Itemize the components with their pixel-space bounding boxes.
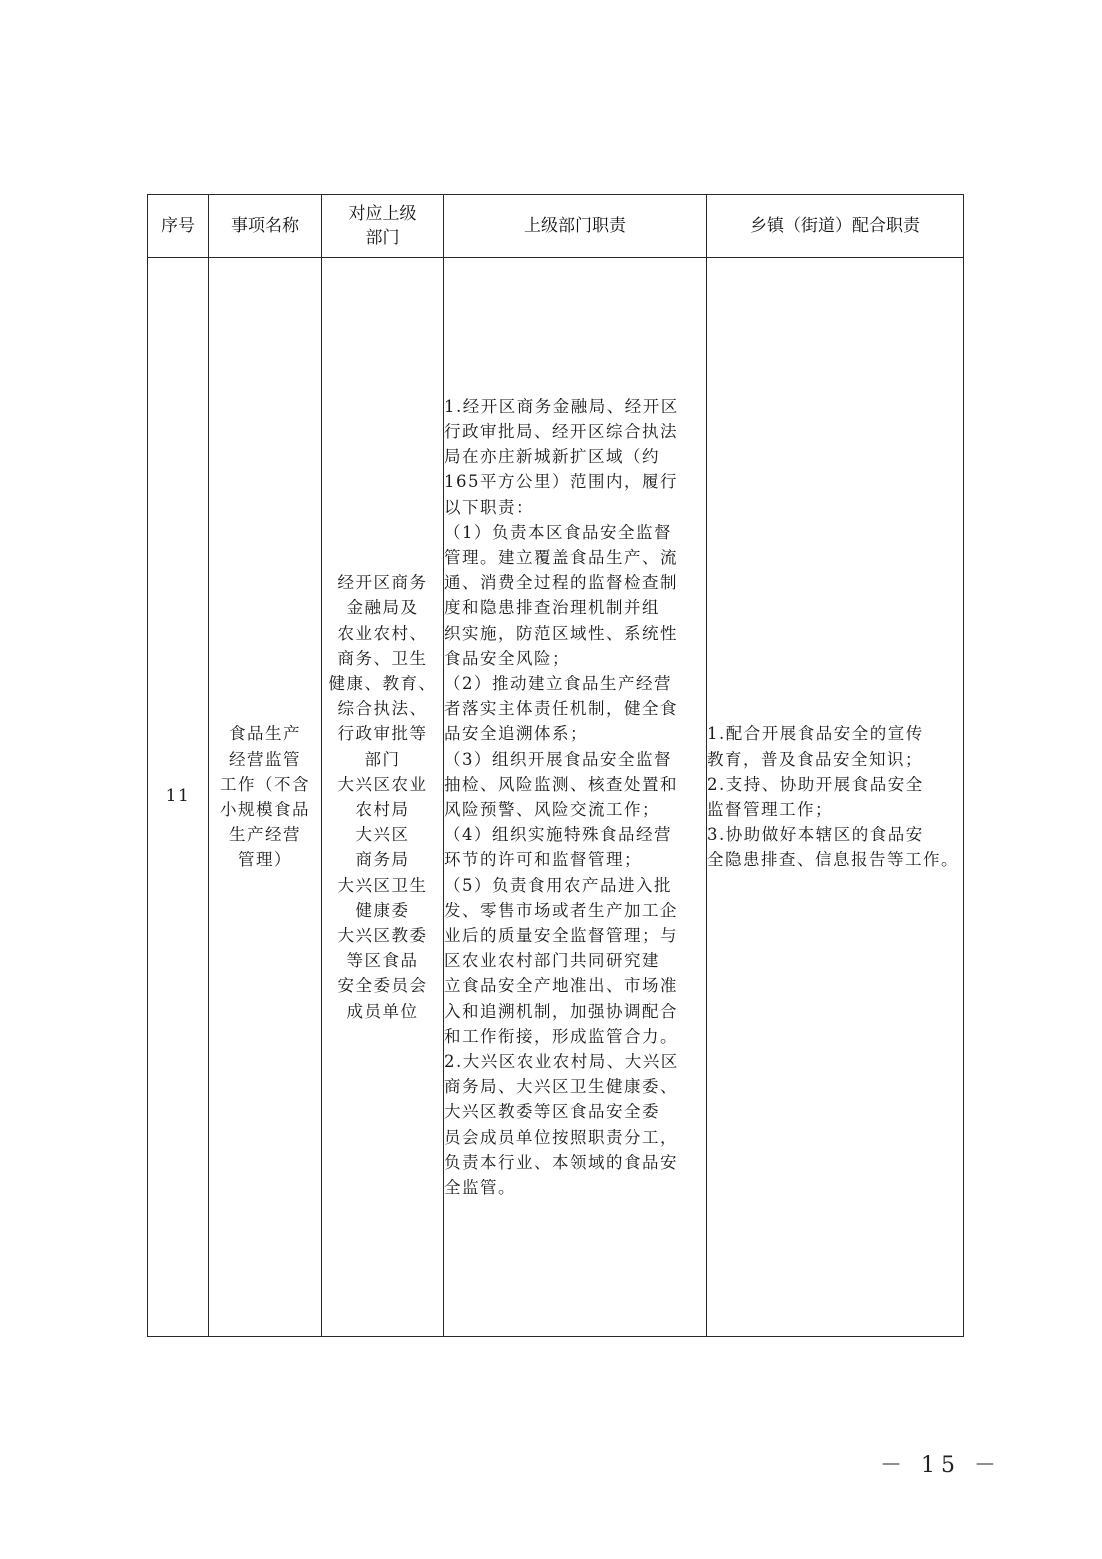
upper-dept-line: 健康委 xyxy=(355,900,410,920)
upper-dept-line: 商务局 xyxy=(355,850,410,870)
upper-duty-line: 发、零售市场或者生产加工企 xyxy=(444,900,678,920)
upper-dept-line: 大兴区教委 xyxy=(337,926,428,946)
upper-duty-line: 大兴区教委等区食品安全委 xyxy=(444,1102,660,1122)
town-duty-line: 监督管理工作； xyxy=(707,800,833,819)
upper-duty-line: 行政审批局、经开区综合执法 xyxy=(444,421,678,441)
cell-upper-dept xyxy=(322,258,444,1337)
upper-duty-line: 品安全追溯体系； xyxy=(444,724,588,744)
upper-dept-line: 部门 xyxy=(364,749,401,769)
header-upper-dept-line2: 部门 xyxy=(365,228,400,248)
header-upper-dept xyxy=(322,195,444,258)
table-header-row xyxy=(148,195,964,258)
upper-dept-line: 大兴区农业 xyxy=(337,774,428,794)
upper-dept-line: 行政审批等 xyxy=(337,724,428,744)
upper-duty-line: 立食品安全产地准出、市场准 xyxy=(444,976,678,996)
item-name-line: 小规模食品 xyxy=(220,800,310,819)
upper-dept-line: 健康、教育、 xyxy=(328,673,437,693)
upper-duty-line: 环节的许可和监督管理； xyxy=(444,850,642,870)
upper-dept-line: 经开区商务 xyxy=(337,573,428,593)
cell-upper-duties xyxy=(444,258,707,1337)
upper-dept-line: 大兴区卫生 xyxy=(337,875,428,895)
upper-duty-line: （5）负责食用农产品进入批 xyxy=(444,875,672,895)
upper-duty-line: 食品安全风险； xyxy=(444,648,570,668)
upper-duty-line: 局在亦庄新城新扩区域（约 xyxy=(444,447,660,467)
upper-duty-line: 入和追溯机制，加强协调配合 xyxy=(444,1001,678,1021)
upper-duty-line: 通、消费全过程的监督检查制 xyxy=(444,573,678,593)
upper-duty-line: 区农业农村部门共同研究建 xyxy=(444,951,660,971)
item-name-line: 生产经营 xyxy=(229,825,301,845)
upper-dept-line: 等区食品 xyxy=(346,951,419,971)
upper-duty-line: （2）推动建立食品生产经营 xyxy=(444,673,672,693)
upper-duty-line: 商务局、大兴区卫生健康委、 xyxy=(444,1077,678,1097)
header-upper-duties: 上级部门职责 xyxy=(444,195,707,258)
upper-duty-line: （4）组织实施特殊食品经营 xyxy=(444,825,672,845)
table-row xyxy=(148,258,964,1337)
item-name-line: 食品生产 xyxy=(229,724,301,744)
town-duty-line: 3.协助做好本辖区的食品安 xyxy=(707,825,924,845)
item-name-line: 经营监管 xyxy=(229,749,301,769)
upper-duty-line: （3）组织开展食品安全监督 xyxy=(444,749,672,769)
upper-duty-line: 抽检、风险监测、核查处置和 xyxy=(444,774,678,794)
town-duty-line: 2.支持、协助开展食品安全 xyxy=(707,774,924,794)
upper-duty-line: 度和隐患排查治理机制并组 xyxy=(444,598,660,618)
upper-duty-line: 织实施，防范区域性、系统性 xyxy=(444,623,678,643)
upper-duty-line: 165平方公里）范围内，履行 xyxy=(444,472,678,492)
town-duty-line: 教育，普及食品安全知识； xyxy=(707,749,923,769)
upper-dept-line: 金融局及 xyxy=(346,598,419,618)
upper-duty-line: 管理。建立覆盖食品生产、流 xyxy=(444,547,678,567)
cell-town-duties xyxy=(707,258,964,1337)
upper-duty-line: 全监管。 xyxy=(444,1178,516,1198)
upper-duty-line: 1.经开区商务金融局、经开区 xyxy=(444,396,679,416)
upper-dept-line: 农村局 xyxy=(355,800,410,819)
upper-duty-line: 负责本行业、本领域的食品安 xyxy=(444,1152,678,1172)
upper-duty-line: 和工作衔接，形成监管合力。 xyxy=(444,1026,678,1046)
upper-dept-line: 商务、卫生 xyxy=(337,648,428,668)
header-seq: 序号 xyxy=(148,195,209,258)
upper-dept-line: 安全委员会 xyxy=(337,976,428,996)
header-town-duties: 乡镇（街道）配合职责 xyxy=(707,195,964,258)
item-name-line: 管理） xyxy=(238,850,292,870)
cell-seq: 11 xyxy=(148,258,209,1337)
item-name-line: 工作（不含 xyxy=(220,774,310,794)
header-upper-dept-line1: 对应上级 xyxy=(348,204,417,224)
upper-dept-line: 农业农村、 xyxy=(337,623,428,643)
upper-duty-line: 者落实主体责任机制，健全食 xyxy=(444,699,678,719)
town-duty-line: 全隐患排查、信息报告等工作。 xyxy=(707,850,959,870)
upper-duty-line: 业后的质量安全监督管理；与 xyxy=(444,926,678,946)
upper-dept-line: 成员单位 xyxy=(346,1001,419,1021)
header-item-name: 事项名称 xyxy=(209,195,322,258)
upper-duty-line: 风险预警、风险交流工作； xyxy=(444,800,660,819)
upper-duty-line: 以下职责： xyxy=(444,497,534,517)
responsibility-table xyxy=(147,194,964,1337)
upper-duty-line: 员会成员单位按照职责分工， xyxy=(444,1127,678,1147)
upper-duty-line: （1）负责本区食品安全监督 xyxy=(444,522,672,542)
upper-dept-line: 大兴区 xyxy=(355,825,410,845)
town-duty-line: 1.配合开展食品安全的宣传 xyxy=(707,724,924,744)
cell-item-name xyxy=(209,258,322,1337)
upper-dept-line: 综合执法、 xyxy=(337,699,428,719)
upper-duty-line: 2.大兴区农业农村局、大兴区 xyxy=(444,1052,679,1072)
page-number: － 15 － xyxy=(880,1453,1002,1478)
